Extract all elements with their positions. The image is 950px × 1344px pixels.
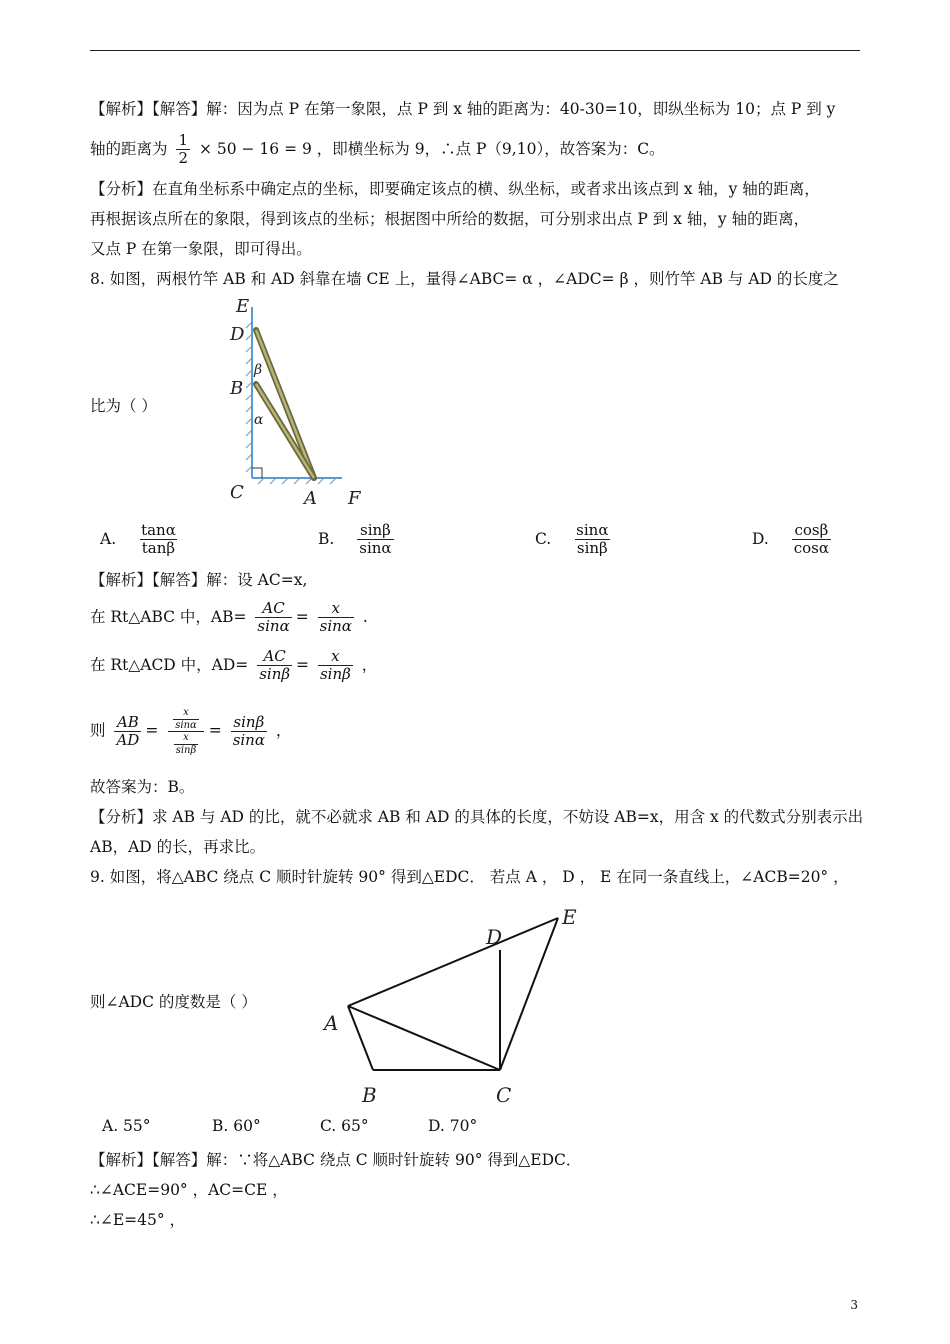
frac-num: 1	[178, 131, 188, 149]
frac-num: tanα	[141, 521, 176, 539]
frac-den: 2	[178, 149, 188, 168]
q9-option-d[interactable]: D. 70°	[428, 1117, 478, 1135]
option-fraction	[574, 522, 610, 558]
label-a: A	[304, 488, 317, 509]
fraction	[231, 714, 267, 750]
q8-option-c[interactable]	[535, 522, 614, 558]
q8-option-d[interactable]	[752, 522, 835, 558]
q8-solution-line4: 则 $\frac{AB}{AD}$ = $\frac{\frac{x}{\sin\alpha}}{\frac{x}{\sin\beta}}$ = $\frac{\sin\beta}{\sin\alpha}$ ，	[90, 707, 292, 756]
q8-option-a[interactable]	[100, 522, 182, 558]
q8-stem: 8. 如图，两根竹竿 AB 和 AD 斜靠在墙 CE 上，量得∠ABC= α ，∠ADC= β ，则竹竿 AB 与 AD 的长度之	[90, 270, 839, 288]
frac-den: sinβ	[319, 665, 351, 684]
option-letter: B.	[318, 529, 335, 548]
frac-den: sinα	[319, 617, 352, 636]
q8-solution-line3: 在 Rt△ACD 中，AD= $\frac{AC}{\sin\beta}$ = $\frac{x}{\sin\beta}$ ，	[90, 647, 378, 684]
frac-num: x	[183, 732, 189, 743]
frac-den: sinβ	[576, 539, 608, 558]
frac-den: sinα	[257, 617, 290, 636]
frac-den: tanβ	[141, 539, 176, 558]
q8-option-b[interactable]	[318, 522, 398, 558]
q9-option-a[interactable]: A. 55°	[102, 1117, 151, 1135]
solution-text: 在 Rt△ACD 中，AD=	[90, 655, 249, 674]
q8-stem-cont: 比为（ ）	[90, 397, 157, 415]
q9-triangle-figure	[318, 902, 588, 1114]
q7-analysis-line1: 【分析】在直角坐标系中确定点的坐标，即要确定该点的横、纵坐标，或者求出该点到 x 轴，y 轴的距离，	[90, 180, 820, 198]
frac-num: cosβ	[794, 521, 829, 539]
q8-solution-line2: 在 Rt△ABC 中，AB= $\frac{AC}{\sin\alpha}$ = $\frac{x}{\sin\alpha}$ .	[90, 599, 368, 636]
label-b: B	[362, 1083, 377, 1107]
fraction	[174, 732, 199, 756]
q9-solution-line3: ∴∠E=45° ，	[90, 1211, 186, 1229]
option-letter: C.	[535, 529, 552, 548]
fraction	[318, 648, 353, 684]
q8-bamboo-figure	[222, 292, 372, 512]
label-c: C	[230, 482, 244, 503]
label-c: C	[496, 1083, 512, 1107]
solution-text: 则	[90, 721, 106, 740]
solution-text: 在 Rt△ABC 中，AB=	[90, 607, 247, 626]
frac-num: AC	[263, 647, 286, 665]
compound-fraction	[167, 707, 205, 756]
frac-den: AD	[116, 731, 140, 749]
q9-solution-line2: ∴∠ACE=90° ，AC=CE ，	[90, 1181, 288, 1199]
fraction	[318, 600, 354, 636]
frac-num: x	[331, 647, 340, 665]
q8-solution-line1: 【解析】【解答】解：设 AC=x,	[90, 571, 308, 589]
half-fraction	[176, 132, 190, 168]
page-number: 3	[850, 1298, 858, 1312]
frac-den: sinα	[232, 731, 265, 749]
option-fraction	[139, 522, 178, 558]
option-letter: A.	[100, 529, 117, 548]
q7-expression: × 50 − 16 = 9	[198, 139, 312, 158]
q9-stem: 9. 如图，将△ABC 绕点 C 顺时针旋转 90° 得到△EDC． 若点 A ， D ， E 在同一条直线上，∠ACB=20° ，	[90, 868, 849, 886]
q7-solution-line2	[90, 132, 665, 168]
label-d: D	[230, 324, 245, 345]
q7-solution-line1: 【解析】【解答】解：因为点 P 在第一象限，点 P 到 x 轴的距离为：40-30=10，即纵坐标为 10；点 P 到 y	[90, 100, 836, 118]
q8-analysis-line1: 【分析】求 AB 与 AD 的比，就不必就求 AB 和 AD 的具体的长度，不妨设 AB=x，用含 x 的代数式分别表示出	[90, 808, 864, 826]
label-e: E	[236, 296, 250, 317]
q9-solution-line1: 【解析】【解答】解：∵将△ABC 绕点 C 顺时针旋转 90° 得到△EDC．	[90, 1151, 582, 1169]
q7-solution-text2: ，即横坐标为 9，∴点 P（9,10），故答案为：C。	[316, 139, 665, 158]
option-letter: D.	[752, 529, 769, 548]
fraction	[114, 714, 141, 750]
label-f: F	[348, 488, 361, 509]
fraction	[257, 648, 292, 684]
solution-text: ，	[361, 655, 378, 674]
q9-stem-cont: 则∠ADC 的度数是（ ）	[90, 993, 257, 1011]
label-alpha: α	[254, 412, 264, 428]
frac-num: sinβ	[233, 712, 265, 731]
label-beta: β	[254, 362, 263, 378]
q8-answer: 故答案为：B。	[90, 778, 195, 796]
header-rule	[90, 50, 860, 51]
frac-num: AC	[262, 599, 285, 617]
frac-den: sinα	[359, 539, 392, 558]
option-fraction	[792, 522, 831, 558]
q9-option-b[interactable]: B. 60°	[212, 1117, 261, 1135]
fraction	[255, 600, 291, 636]
q7-analysis-line2: 再根据该点所在的象限，得到该点的坐标；根据图中所给的数据，可分别求出点 P 到 x 轴，y 轴的距离，	[90, 210, 810, 228]
q9-option-c[interactable]: C. 65°	[320, 1117, 369, 1135]
solution-text: .	[362, 607, 368, 626]
frac-den: sinα	[175, 719, 197, 731]
label-a: A	[324, 1011, 339, 1035]
label-d: D	[486, 925, 503, 949]
frac-den: cosα	[793, 539, 830, 558]
frac-num: sinβ	[360, 521, 391, 539]
frac-den: sinβ	[259, 665, 291, 684]
q7-solution-text: 轴的距离为	[90, 139, 168, 158]
option-fraction	[357, 522, 393, 558]
label-b: B	[230, 378, 244, 399]
fraction	[173, 707, 199, 731]
frac-den	[168, 731, 205, 756]
q7-analysis-line3: 又点 P 在第一象限，即可得出。	[90, 240, 312, 258]
frac-num: sinα	[576, 521, 609, 539]
frac-den: sinβ	[175, 744, 197, 756]
solution-text: ，	[275, 721, 292, 740]
frac-num	[167, 707, 205, 731]
frac-num: AB	[116, 712, 139, 731]
frac-num: x	[331, 599, 341, 617]
q8-analysis-line2: AB，AD 的长，再求比。	[90, 838, 266, 856]
frac-num: x	[183, 707, 189, 718]
label-e: E	[562, 905, 577, 929]
